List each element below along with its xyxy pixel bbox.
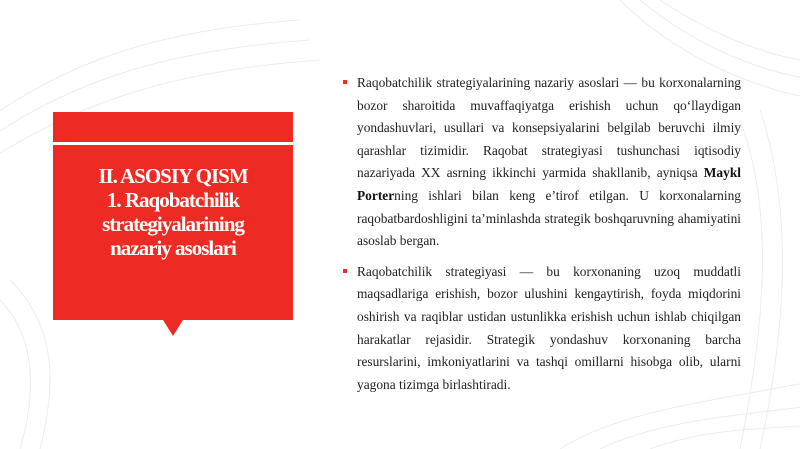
title-line-3: strategiyalarining [102, 212, 244, 236]
bullet-1-text-after: ning ishlari bilan keng e’tirof etilgan. U korxonalarning raqobatbardoshligini ta’minlashda strategik boshqaruvning ahamiyatini asoslab bergan. [357, 187, 741, 249]
bullet-1-bold-name: Maykl Porter [357, 165, 741, 203]
bullet-square-icon [343, 269, 347, 273]
title-box [53, 112, 293, 320]
content-area [343, 72, 741, 404]
title-pointer-arrow [163, 320, 183, 336]
bullet-1-text-before: Raqobatchilik strategiyalarining nazariy asoslari — bu korxonalarning bozor sharoitida muvaffaqiyatga erishish uchun qo‘llaydigan yondashuvlari, usullari va konsepsiyalarini belgilab beruvchi ilmiy qarashlar tizimidir. Raqobat strategiyasi tushunchasi iqtisodiy nazariyada XX asrning ikkinchi yarmida shakllanib, ayniqsa [357, 75, 741, 181]
bullet-paragraph-1 [343, 72, 741, 253]
bullet-square-icon [343, 80, 347, 84]
slide-title [63, 164, 283, 260]
title-divider-band [53, 142, 293, 145]
title-line-1: II. ASOSIY QISM [98, 164, 248, 188]
bullet-paragraph-2 [343, 261, 741, 397]
bullet-2-text: Raqobatchilik strategiyasi — bu korxonaning uzoq muddatli maqsadlariga erishish, bozor ulushini kengaytirish, foyda miqdorini oshirish va raqiblar ustidan ustunlikka erishish uchun ishlab chiqilgan harakatlar rejasidir. Strategik yondashuv korxonaning barcha resurslarini, imkoniyatlarini va tashqi omillarni hisobga olib, ularni yagona tizimga birlashtiradi. [357, 263, 741, 392]
title-line-2: 1. Raqobatchilik [106, 188, 240, 212]
title-line-4: nazariy asoslari [110, 236, 236, 260]
